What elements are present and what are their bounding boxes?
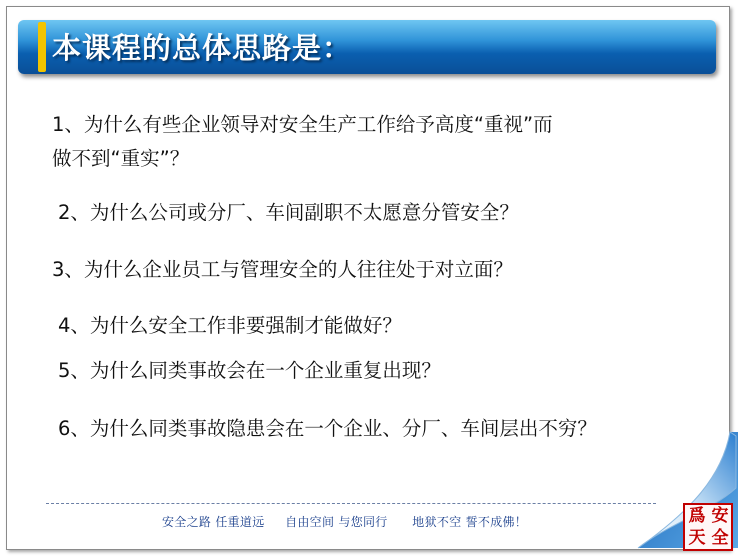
footer-slogan: 安全之路 任重道远 自由空间 与您同行 地狱不空 誓不成佛！: [162, 515, 528, 529]
question-4: 4、为什么安全工作非要强制才能做好？: [58, 314, 402, 337]
question-2: 2、为什么公司或分厂、车间副职不太愿意分管安全？: [58, 201, 519, 224]
seal-char: 天: [688, 528, 706, 548]
slide-title: 本课程的总体思路是：: [52, 31, 353, 65]
seal-char: 爲: [688, 506, 706, 526]
footer-divider: [46, 503, 656, 504]
question-6: 6、为什么同类事故隐患会在一个企业、分厂、车间层出不穷？: [58, 417, 597, 440]
title-accent-bar: [38, 22, 46, 72]
seal-stamp: [683, 503, 733, 551]
question-3: 3、为什么企业员工与管理安全的人往往处于对立面？: [52, 258, 513, 281]
seal-char: 全: [711, 528, 729, 548]
seal-char: 安: [711, 506, 729, 526]
question-5: 5、为什么同类事故会在一个企业重复出现？: [58, 359, 441, 382]
question-1-line-1: 1、为什么有些企业领导对安全生产工作给予高度“重视”而: [52, 113, 553, 136]
question-1-line-2: 做不到“重实”？: [52, 147, 190, 170]
